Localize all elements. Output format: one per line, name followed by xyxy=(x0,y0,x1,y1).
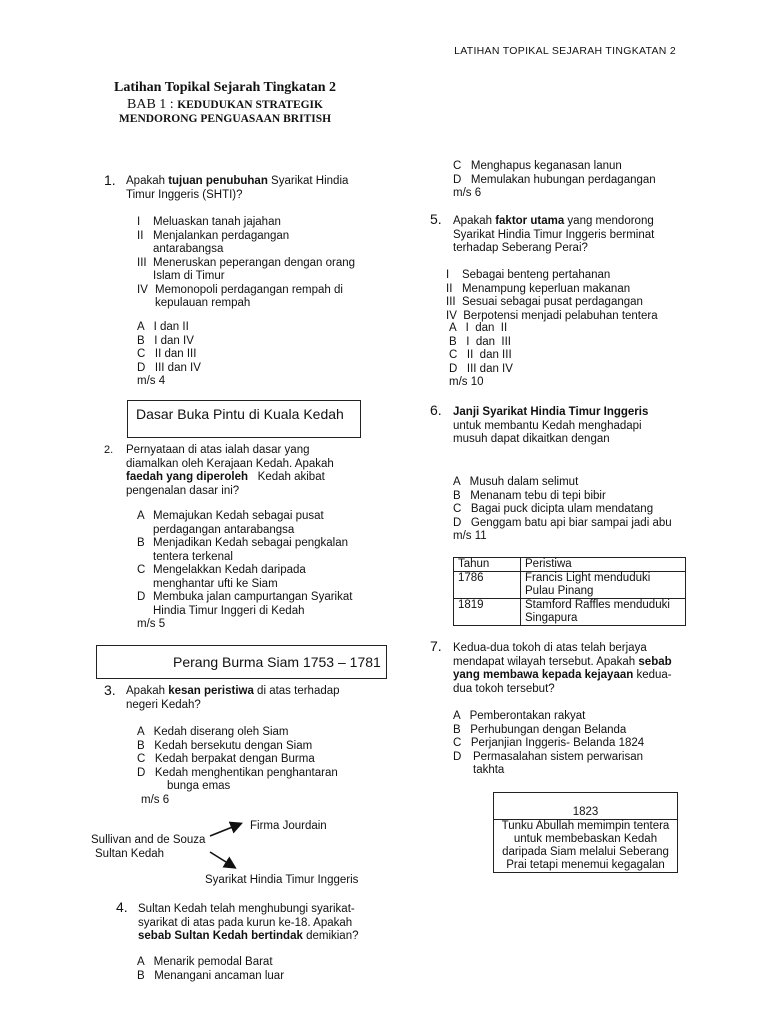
q3-number: 3. xyxy=(104,682,116,698)
table-cell-event: Francis Light menduduki Pulau Pinang xyxy=(521,572,686,599)
q3-option-a[interactable]: A Kedah diserang oleh Siam xyxy=(137,726,289,738)
table-row xyxy=(454,572,686,599)
q2-page-ref: m/s 5 xyxy=(137,618,166,630)
q6-post: untuk membantu Kedah menghadapi musuh dapat dikaitkan dengan xyxy=(453,419,642,445)
table-header-row xyxy=(454,558,686,572)
q1-item-num: IV xyxy=(137,283,148,296)
chapter-subtitle: MENDORONG PENGUASAAN BRITISH xyxy=(118,113,332,125)
table-header-event: Peristiwa xyxy=(521,558,686,572)
q2-post: Kedah akibat pengenalan dasar ini? xyxy=(126,471,328,497)
q5-number: 5. xyxy=(430,211,442,227)
q7-option-letter: D xyxy=(453,750,462,763)
q3-post: di atas terhadap negeri Kedah? xyxy=(126,685,340,711)
running-header: LATIHAN TOPIKAL SEJARAH TINGKATAN 2 xyxy=(454,45,676,57)
q5-bold: faktor utama xyxy=(495,215,565,227)
table-cell-event: Tunku Abullah memimpin tentera untuk membebaskan Kedah daripada Siam melalui Seberang Prai tetapi menemui kegagalan xyxy=(494,820,678,873)
q4-option-b[interactable]: B Menangani ancaman luar xyxy=(137,969,285,982)
q2-bold: faedah yang diperoleh xyxy=(126,471,249,483)
diagram-left-2: Sultan Kedah xyxy=(95,848,165,860)
q3-pre: Apakah xyxy=(126,685,169,697)
q4-bold: sebab Sultan Kedah bertindak xyxy=(138,930,303,942)
q5-item: IV Berpotensi menjadi pelabuhan tentera xyxy=(446,309,658,322)
q7-options xyxy=(453,710,663,778)
q7-text xyxy=(453,642,678,696)
q1-item-num: II xyxy=(137,229,144,242)
arrow-up-icon xyxy=(210,824,240,836)
q5-pre: Apakah xyxy=(453,215,496,227)
table-header-year: 1823 xyxy=(494,793,678,820)
q6-page-ref: m/s 11 xyxy=(453,530,487,542)
q5-items xyxy=(446,269,658,323)
page-title: Latihan Topikal Sejarah Tingkatan 2 xyxy=(113,80,337,95)
table-row xyxy=(494,820,678,873)
q2-option-letter: A xyxy=(137,510,145,522)
q4-option-a[interactable]: A Menarik pemodal Barat xyxy=(137,956,273,968)
q3-option-b[interactable]: B Kedah bersekutu dengan Siam xyxy=(137,739,313,752)
q5-item: III Sesuai sebagai pusat perdagangan xyxy=(446,296,643,308)
q1-option-b[interactable]: B I dan IV xyxy=(137,334,194,347)
q5-item: I Sebagai benteng pertahanan xyxy=(446,269,611,281)
q1-page-ref: m/s 4 xyxy=(137,375,166,387)
table-header-year: Tahun xyxy=(454,558,521,572)
q2-option-text: Memajukan Kedah sebagai pusat perdagangan antarabangsa xyxy=(153,510,324,536)
q3-option-d-cont: bunga emas xyxy=(167,780,231,792)
q1-item-text: Meluaskan tanah jajahan xyxy=(153,216,281,228)
q1-option-a[interactable]: A I dan II xyxy=(137,321,189,333)
q2-option-text: Menjadikan Kedah sebagai pengkalan tentera terkenal xyxy=(153,537,349,563)
events-table xyxy=(453,557,686,626)
q5-options xyxy=(449,322,513,390)
stimulus-box-2-text: Perang Burma Siam 1753 – 1781 xyxy=(173,654,381,670)
q4-options xyxy=(137,956,284,983)
q5-option-d[interactable]: D III dan IV xyxy=(449,362,513,375)
q6-options xyxy=(453,476,672,544)
q2-option-letter: D xyxy=(137,591,146,603)
q2-pre: Pernyataan di atas ialah dasar yang diamalkan oleh Kerajaan Kedah. Apakah xyxy=(126,444,334,470)
event-1823-table xyxy=(493,792,678,873)
q7-number: 7. xyxy=(430,638,442,654)
q6-text xyxy=(453,406,678,447)
q7-post: kedua-dua tokoh tersebut? xyxy=(453,669,672,695)
q7-option-d[interactable] xyxy=(453,751,663,778)
q1-pre: Apakah xyxy=(126,175,169,187)
table-row xyxy=(454,599,686,626)
q5-item: II Menampung keperluan makanan xyxy=(446,282,631,295)
q1-option-c[interactable]: C II dan III xyxy=(137,348,197,360)
q3-page-ref: m/s 6 xyxy=(141,793,170,806)
q7-pre: Kedua-dua tokoh di atas telah berjaya mendapat wilayah tersebut. Apakah xyxy=(453,642,647,668)
q5-post: yang mendorong Syarikat Hindia Timur Inggeris berminat terhadap Seberang Perai? xyxy=(453,215,655,254)
q3-option-c[interactable]: C Kedah berpakat dengan Burma xyxy=(137,753,315,765)
table-cell-year: 1819 xyxy=(454,599,521,626)
q5-option-a[interactable]: A I dan II xyxy=(449,322,508,334)
q4-pre: Sultan Kedah telah menghubungi syarikat-syarikat di atas pada kurun ke-18. Apakah xyxy=(138,903,355,929)
q7-option-b[interactable]: B Perhubungan dengan Belanda xyxy=(453,723,627,736)
q4-option-d[interactable]: D Memulakan hubungan perdagangan xyxy=(453,173,656,186)
q1-number: 1. xyxy=(104,172,116,188)
q4-option-c[interactable]: C Menghapus keganasan lanun xyxy=(453,160,622,172)
q6-option-b[interactable]: B Menanam tebu di tepi bibir xyxy=(453,489,606,502)
q5-page-ref: m/s 10 xyxy=(449,376,484,388)
q5-option-b[interactable]: B I dan III xyxy=(449,335,512,348)
q7-bold: sebab yang membawa kepada kejayaan xyxy=(453,655,672,681)
chapter-name: KEDUDUKAN STRATEGIK xyxy=(177,99,323,111)
q4-page-ref: m/s 6 xyxy=(453,187,482,199)
q2-number: 2. xyxy=(104,444,114,456)
q5-option-c[interactable]: C II dan III xyxy=(449,349,512,361)
q4-options-cont xyxy=(453,160,656,201)
q1-item-num: I xyxy=(137,216,141,228)
chapter-prefix: BAB 1 : xyxy=(127,97,178,112)
q1-item-num: III xyxy=(137,256,147,269)
q7-option-text: Permasalahan sistem perwarisan takhta xyxy=(473,750,644,776)
q2-option-text: Membuka jalan campurtangan Syarikat Hindia Timur Inggeri di Kedah xyxy=(153,591,353,617)
diagram-top-right: Firma Jourdain xyxy=(250,820,327,832)
arrow-down-icon xyxy=(210,852,234,867)
q1-option-d[interactable]: D III dan IV xyxy=(137,361,201,374)
q1-item-text: Meneruskan peperangan dengan orang Islam di Timur xyxy=(153,256,356,282)
q6-number: 6. xyxy=(430,402,442,418)
q6-option-a[interactable]: A Musuh dalam selimut xyxy=(453,476,579,488)
stimulus-box-1-text: Dasar Buka Pintu di Kuala Kedah xyxy=(136,406,344,422)
q4-number: 4. xyxy=(116,899,128,915)
diagram-bottom-right: Syarikat Hindia Timur Inggeris xyxy=(205,874,359,886)
q2-option-text: Mengelakkan Kedah daripada menghantar ufti ke Siam xyxy=(153,564,306,590)
q1-bold: tujuan penubuhan xyxy=(168,175,268,187)
q4-post: demikian? xyxy=(302,930,359,942)
q6-option-d[interactable]: D Genggam batu api biar sampai jadi abu xyxy=(453,516,672,529)
q6-bold: Janji Syarikat Hindia Timur Inggeris xyxy=(453,406,649,418)
q2-option-letter: C xyxy=(137,564,146,576)
q3-bold: kesan peristiwa xyxy=(168,685,254,697)
q1-item-text: Menjalankan perdagangan antarabangsa xyxy=(153,229,290,255)
q6-option-c[interactable]: C Bagai puck dicipta ulam mendatang xyxy=(453,503,654,515)
q2-option-letter: B xyxy=(137,537,145,549)
table-cell-year: 1786 xyxy=(454,572,521,599)
q7-option-c[interactable]: C Perjanjian Inggeris- Belanda 1824 xyxy=(453,737,645,749)
q7-option-a[interactable]: A Pemberontakan rakyat xyxy=(453,710,586,722)
q4-text xyxy=(138,903,368,944)
q5-text xyxy=(453,215,678,256)
q1-item-text: Memonopoli perdagangan rempah di kepulauan rempah xyxy=(155,283,343,309)
table-cell-event: Stamford Raffles menduduki Singapura xyxy=(521,599,686,626)
diagram-left-1: Sullivan and de Souza xyxy=(91,834,206,846)
q3-option-d[interactable]: D Kedah menghentikan penghantaran xyxy=(137,766,338,779)
q1-post: Syarikat Hindia Timur Inggeris (SHTI)? xyxy=(126,175,349,201)
table-header-row xyxy=(494,793,678,820)
